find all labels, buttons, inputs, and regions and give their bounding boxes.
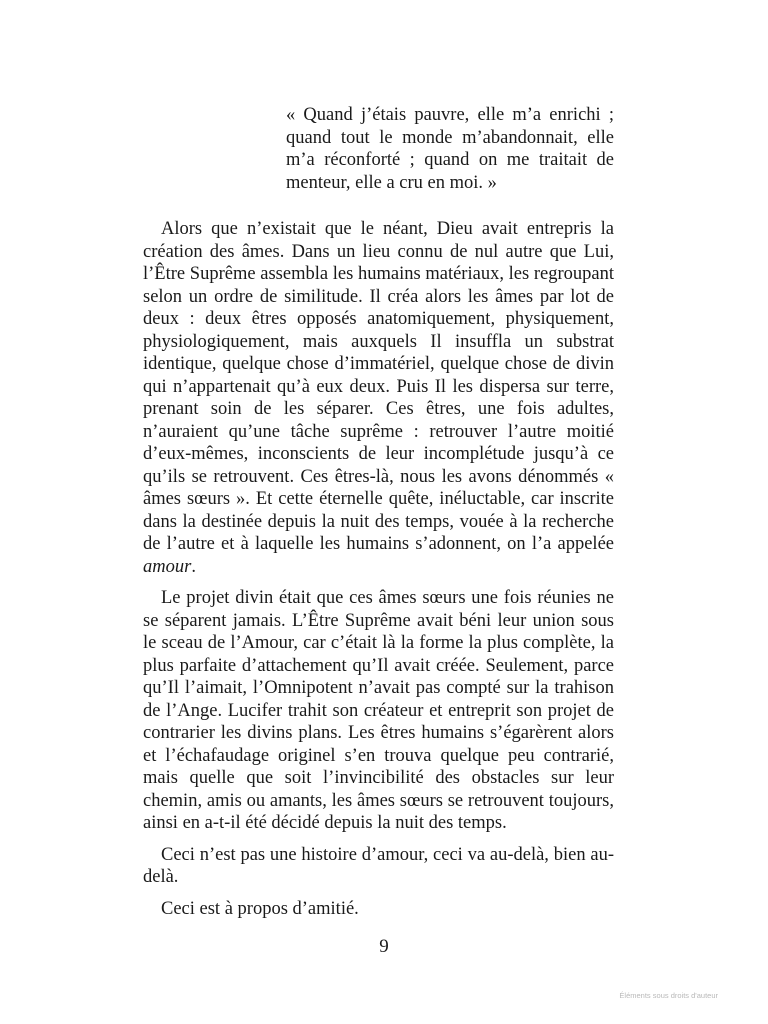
page-number: 9	[379, 936, 389, 957]
body-text	[143, 218, 614, 920]
paragraph-1-end: .	[191, 556, 196, 577]
paragraph-4: Ceci est à propos d’amitié.	[161, 898, 359, 919]
paragraph-3: Ceci n’est pas une histoire d’amour, ceci va au-delà, bien au-delà.	[143, 844, 614, 887]
copyright-watermark: Éléments sous droits d'auteur	[619, 991, 718, 1000]
paragraph-1-emphasis: amour	[143, 556, 192, 577]
paragraph-1	[143, 218, 614, 578]
epigraph-quote: « Quand j’étais pauvre, elle m’a enrichi ; quand tout le monde m’abandonnait, elle m’a réconforté ; quand on me traitait de menteur, elle a cru en moi. »	[286, 105, 614, 193]
paragraph-2: Le projet divin était que ces âmes sœurs une fois réunies ne se séparent jamais. L’Être Suprême avait béni leur union sous le sceau de l’Amour, car c’était là la forme la plus complète, la plus parfaite d’attachement qu’Il avait créée. Seulement, parce qu’Il l’aimait, l’Omnipotent n’avait pas compté sur la trahison de l’Ange. Lucifer trahit son créateur et entreprit son projet de contrarier les divins plans. Les êtres humains s’égarèrent alors et l’échafaudage originel s’en trouva quelque peu contrarié, mais quelle que soit l’invincibilité des obstacles sur leur chemin, amis ou amants, les âmes sœurs se retrouvent toujours, ainsi en a-t-il été décidé depuis la nuit des temps.	[143, 588, 614, 833]
paragraph-1-text: Alors que n’existait que le néant, Dieu avait entrepris la création des âmes. Dans un lieu connu de nul autre que Lui, l’Être Suprême assembla les humains matériaux, les regroupant selon un ordre de similitude. Il créa alors les âmes par lot de deux : deux êtres opposés anatomiquement, physiquement, physiologiquement, mais auxquels Il insuffla un substrat identique, quelque chose d’immatériel, quelque chose de divin qui n’appartenait qu’à eux deux. Puis Il les dispersa sur terre, prenant soin de les séparer. Ces êtres, une fois adultes, n’auraient qu’une tâche suprême : retrouver l’autre moitié d’eux-mêmes, inconscients de leur incomplétude jusqu’à ce qu’ils se retrouvent. Ces êtres-là, nous les avons dénommés « âmes sœurs ». Et cette éternelle quête, inéluctable, car inscrite dans la destinée depuis la nuit des temps, vouée à la recherche de l’autre et à laquelle les humains s’adonnent, on l’a appelée	[143, 219, 614, 554]
